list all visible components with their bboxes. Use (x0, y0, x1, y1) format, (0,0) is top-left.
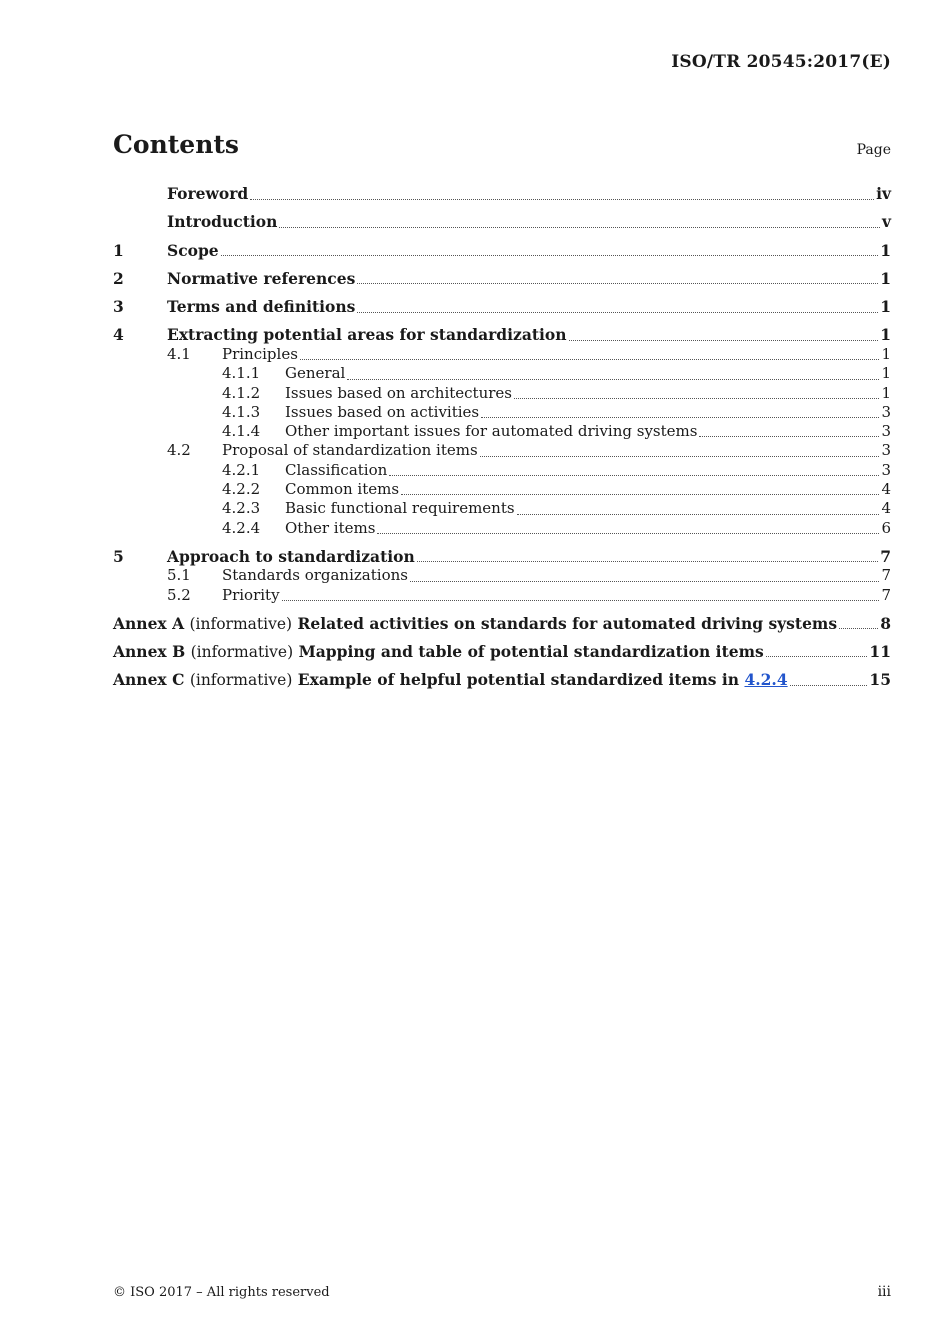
toc-entry-title[interactable]: Basic functional requirements (285, 499, 515, 518)
toc-entry[interactable] (113, 403, 891, 422)
toc-entry-number: 4.1.3 (222, 402, 261, 421)
toc-entry-page[interactable]: 3 (881, 441, 891, 460)
toc-entry-number: 1 (113, 240, 124, 260)
toc-entry-page[interactable]: 1 (880, 240, 891, 260)
toc-entry[interactable] (113, 384, 891, 403)
toc-entry-title[interactable]: Other important issues for automated driving systems (285, 422, 698, 441)
dot-leader (481, 417, 879, 418)
toc-entry-page[interactable]: 1 (880, 325, 891, 345)
toc-entry-page[interactable]: 3 (881, 402, 891, 421)
toc-entry-title[interactable]: Principles (222, 344, 298, 363)
dot-leader (417, 561, 878, 562)
dot-leader (377, 533, 879, 534)
toc-entry-number: 3 (113, 297, 124, 317)
annex-entry-text[interactable] (113, 642, 764, 661)
annex-entry[interactable] (113, 614, 891, 634)
annex-informative-tag: (informative) (189, 671, 293, 690)
toc-entry-number: 4.2.3 (222, 499, 261, 518)
annex-entry-page[interactable]: 11 (869, 641, 891, 661)
toc-entry[interactable] (113, 519, 891, 538)
dot-leader (790, 685, 868, 686)
dot-leader (569, 340, 879, 341)
toc-entry-title[interactable]: Extracting potential areas for standardization (167, 325, 567, 345)
toc-entry-page[interactable]: v (881, 212, 891, 232)
toc-entry-page[interactable]: 7 (880, 546, 891, 566)
toc-entry-number: 5 (113, 546, 124, 566)
annex-informative-tag: (informative) (189, 614, 293, 633)
annex-entry-text[interactable] (113, 614, 837, 633)
annex-entry[interactable] (113, 670, 891, 690)
annex-title: Related activities on standards for automated driving systems (297, 613, 838, 633)
toc-entry[interactable] (113, 547, 891, 567)
toc-entry-page[interactable]: 1 (880, 268, 891, 288)
dot-leader (389, 475, 879, 476)
toc-entry[interactable] (113, 269, 891, 289)
contents-heading: Contents (113, 130, 240, 159)
dot-leader (347, 379, 879, 380)
toc-entry[interactable] (113, 586, 891, 605)
toc-entry-title[interactable]: Foreword (167, 184, 249, 203)
toc-entry-title[interactable]: Introduction (167, 212, 278, 232)
toc-entry[interactable] (113, 184, 891, 204)
toc-entry[interactable] (113, 566, 891, 585)
toc-entry-title[interactable]: Terms and definitions (167, 297, 356, 317)
annex-label: Annex C (113, 670, 185, 690)
toc-entry[interactable] (113, 461, 891, 480)
dot-leader (514, 398, 879, 399)
toc-entry-number: 5.1 (167, 566, 191, 585)
toc-entry-page[interactable]: 6 (881, 518, 891, 537)
toc-entry-page[interactable]: 7 (881, 566, 891, 585)
dot-leader (221, 255, 879, 256)
dot-leader (282, 600, 880, 601)
toc-entry-title[interactable]: Approach to standardization (167, 546, 415, 566)
dot-leader (766, 656, 868, 657)
toc-entry-page[interactable]: 1 (881, 383, 891, 402)
toc-entry-number: 4 (113, 325, 124, 345)
toc-entry-title[interactable]: Issues based on architectures (285, 383, 512, 402)
dot-leader (839, 628, 878, 629)
toc-entry-title[interactable]: Priority (222, 585, 280, 604)
toc-entry-number: 4.2.2 (222, 480, 261, 499)
toc-entry-number: 4.1.1 (222, 364, 261, 383)
toc-entry-title[interactable]: Common items (285, 480, 400, 499)
clause-reference-link[interactable]: 4.2.4 (744, 670, 788, 690)
dot-leader (480, 456, 880, 457)
annex-title: Example of helpful potential standardized items in (297, 670, 740, 690)
toc-entry-page[interactable]: 4 (881, 480, 891, 499)
toc-entry-number: 4.1.4 (222, 422, 261, 441)
dot-leader (410, 581, 879, 582)
toc-entry[interactable] (113, 364, 891, 383)
dot-leader (357, 283, 878, 284)
copyright-footer: © ISO 2017 – All rights reserved (113, 1285, 330, 1300)
page-number: iii (877, 1284, 891, 1300)
toc-entry-page[interactable]: 1 (880, 297, 891, 317)
toc-entry[interactable] (113, 345, 891, 364)
dot-leader (300, 359, 880, 360)
toc-entry-title[interactable]: Proposal of standardization items (222, 441, 478, 460)
toc-entry-number: 2 (113, 268, 124, 288)
toc-entry-number: 4.2 (167, 441, 191, 460)
toc-entry-page[interactable]: 4 (881, 499, 891, 518)
toc-entry-title[interactable]: Other items (285, 518, 376, 537)
dot-leader (699, 436, 879, 437)
dot-leader (357, 312, 878, 313)
toc-entry-title[interactable]: General (285, 364, 346, 383)
toc-entry-title[interactable]: Scope (167, 240, 219, 260)
annex-title: Mapping and table of potential standardization items (298, 641, 764, 661)
toc-entry[interactable] (113, 499, 891, 518)
annex-label: Annex B (113, 641, 186, 661)
toc-entry-page[interactable]: 1 (881, 344, 891, 363)
toc-entry-page[interactable]: 1 (881, 364, 891, 383)
toc-entry-page[interactable]: iv (876, 184, 891, 203)
toc-entry[interactable] (113, 297, 891, 317)
document-id-header: ISO/TR 20545:2017(E) (671, 52, 891, 72)
annex-entry-text[interactable] (113, 670, 788, 689)
annex-entry-page[interactable]: 8 (880, 613, 891, 633)
toc-entry-page[interactable]: 7 (881, 585, 891, 604)
page-column-label: Page (856, 142, 891, 158)
toc-entry[interactable] (113, 441, 891, 460)
toc-entry-number: 4.2.1 (222, 460, 261, 479)
annex-informative-tag: (informative) (190, 642, 294, 661)
dot-leader (250, 199, 874, 200)
toc-entry-number: 4.2.4 (222, 518, 261, 537)
toc-entry-number: 4.1.2 (222, 383, 261, 402)
toc-entry[interactable] (113, 241, 891, 261)
dot-leader (517, 514, 880, 515)
toc-entry-title[interactable]: Issues based on activities (285, 402, 480, 421)
dot-leader (401, 494, 879, 495)
toc-entry-number: 5.2 (167, 585, 191, 604)
toc-entry-title[interactable]: Standards organizations (222, 566, 408, 585)
toc-entry-page[interactable]: 3 (881, 460, 891, 479)
toc-entry-title[interactable]: Normative references (167, 268, 356, 288)
toc-entry-number: 4.1 (167, 344, 191, 363)
table-of-contents (113, 184, 891, 690)
toc-entry[interactable] (113, 212, 891, 232)
toc-entry[interactable] (113, 422, 891, 441)
annex-entry[interactable] (113, 642, 891, 662)
annex-label: Annex A (113, 613, 185, 633)
dot-leader (279, 227, 880, 228)
toc-entry-title[interactable]: Classification (285, 460, 388, 479)
toc-entry-page[interactable]: 3 (881, 422, 891, 441)
toc-entry[interactable] (113, 325, 891, 345)
toc-entry[interactable] (113, 480, 891, 499)
annex-entry-page[interactable]: 15 (869, 670, 891, 690)
